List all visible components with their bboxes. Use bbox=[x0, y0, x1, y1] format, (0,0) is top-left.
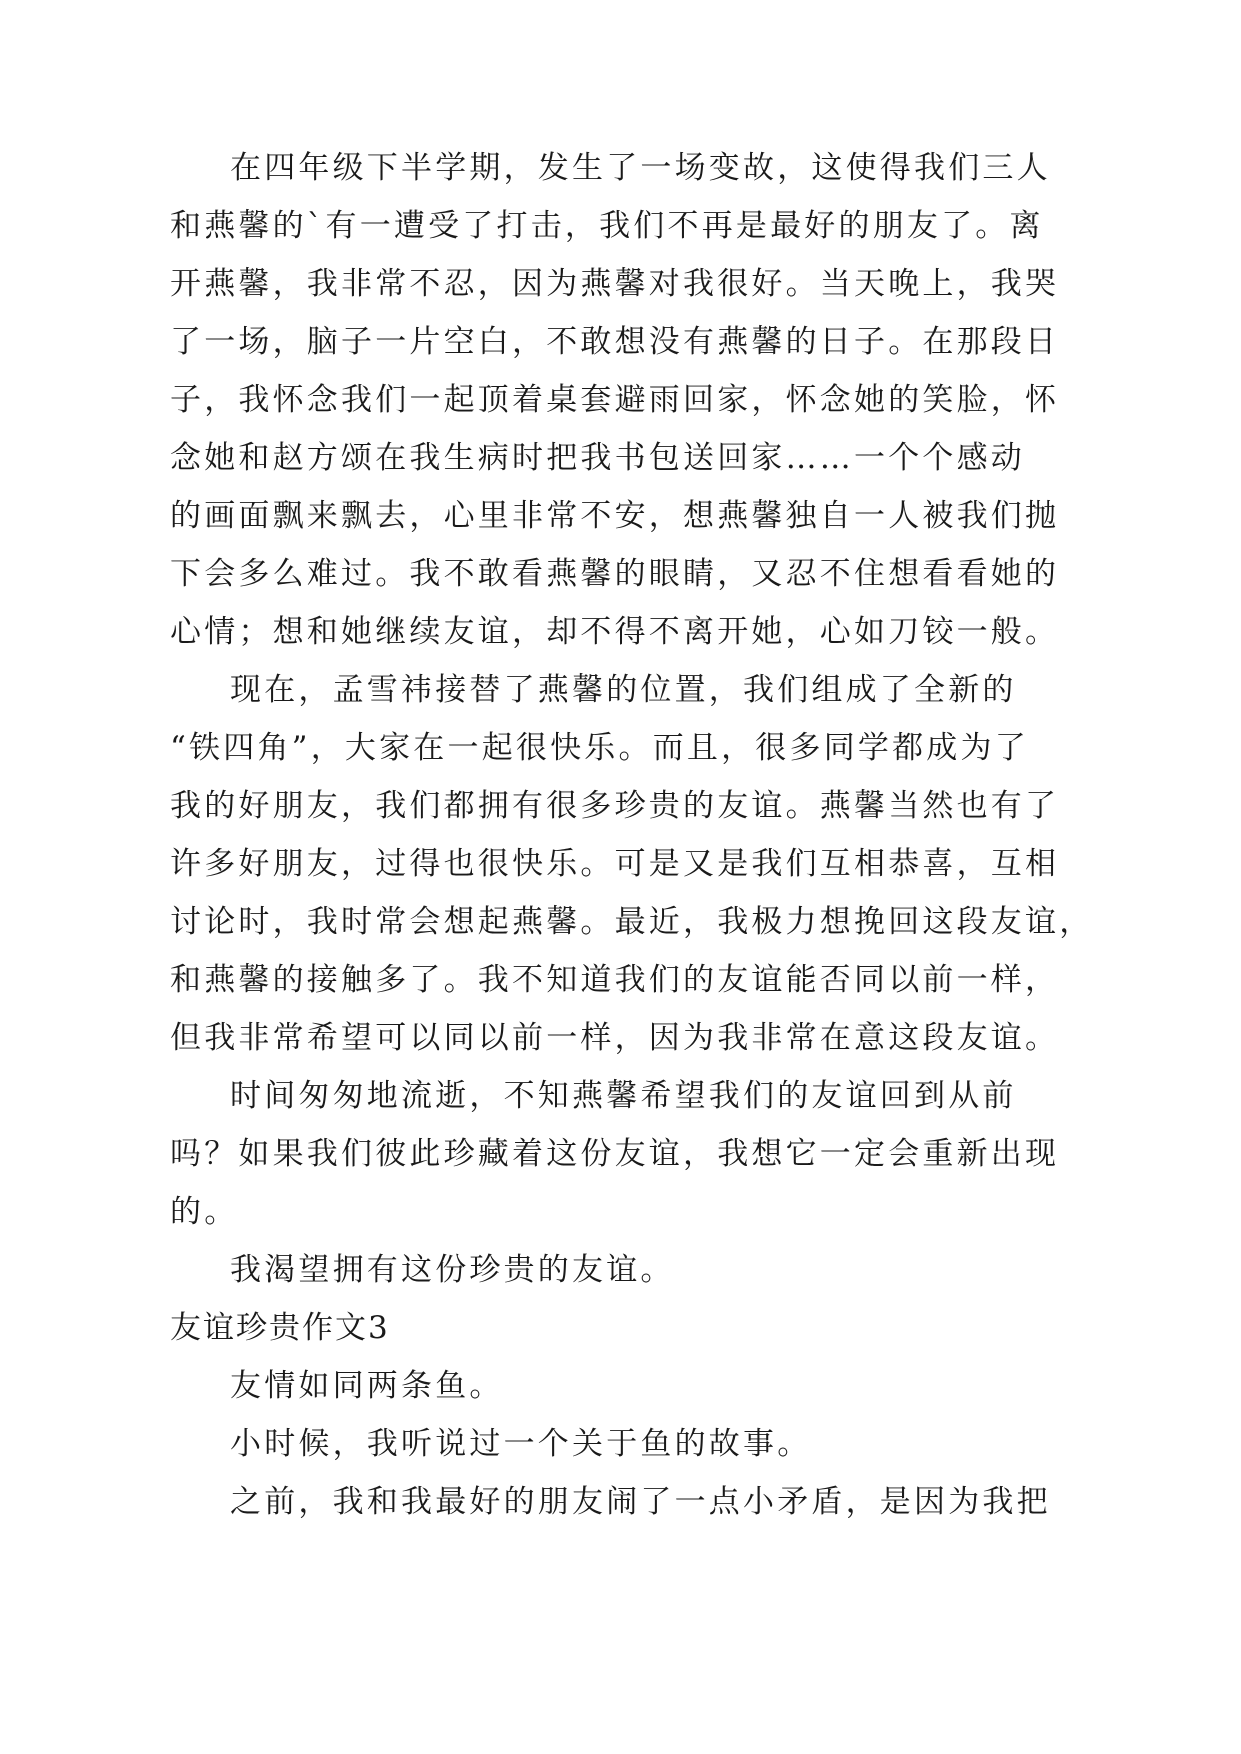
paragraph-line: 时间匆匆地流逝，不知燕馨希望我们的友谊回到从前 bbox=[230, 1078, 1017, 1114]
paragraph-line: 念她和赵方颂在我生病时把我书包送回家……一个个感动 bbox=[170, 440, 1025, 476]
paragraph-line: 下会多么难过。我不敢看燕馨的眼睛，又忍不住想看看她的 bbox=[170, 556, 1060, 592]
paragraph-line: 友情如同两条鱼。 bbox=[230, 1368, 504, 1404]
paragraph-line: 心情；想和她继续友谊，却不得不离开她，心如刀铰一般。 bbox=[170, 614, 1060, 650]
section-heading: 友谊珍贵作文3 bbox=[170, 1310, 390, 1346]
paragraph-line: 现在，孟雪祎接替了燕馨的位置，我们组成了全新的 bbox=[230, 672, 1017, 708]
paragraph-line: 讨论时，我时常会想起燕馨。最近，我极力想挽回这段友谊， bbox=[170, 904, 1094, 940]
paragraph-line: 我渴望拥有这份珍贵的友谊。 bbox=[230, 1252, 675, 1288]
paragraph-line: 但我非常希望可以同以前一样，因为我非常在意这段友谊。 bbox=[170, 1020, 1060, 1056]
paragraph-line: 许多好朋友，过得也很快乐。可是又是我们互相恭喜，互相 bbox=[170, 846, 1060, 882]
paragraph-line: 之前，我和我最好的朋友闹了一点小矛盾，是因为我把 bbox=[230, 1484, 1051, 1520]
paragraph-line: 在四年级下半学期，发生了一场变故，这使得我们三人 bbox=[230, 150, 1051, 186]
paragraph-line: 我的好朋友，我们都拥有很多珍贵的友谊。燕馨当然也有了 bbox=[170, 788, 1060, 824]
paragraph-line: 小时候，我听说过一个关于鱼的故事。 bbox=[230, 1426, 812, 1462]
paragraph-line: 的。 bbox=[170, 1194, 239, 1230]
paragraph-line: 了一场，脑子一片空白，不敢想没有燕馨的日子。在那段日 bbox=[170, 324, 1060, 360]
paragraph-line: “铁四角”，大家在一起很快乐。而且，很多同学都成为了 bbox=[170, 730, 1029, 766]
paragraph-line: 和燕馨的接触多了。我不知道我们的友谊能否同以前一样， bbox=[170, 962, 1060, 998]
paragraph-line: 子，我怀念我们一起顶着桌套避雨回家，怀念她的笑脸，怀 bbox=[170, 382, 1060, 418]
paragraph-line: 的画面飘来飘去，心里非常不安，想燕馨独自一人被我们抛 bbox=[170, 498, 1060, 534]
paragraph-line: 吗？如果我们彼此珍藏着这份友谊，我想它一定会重新出现 bbox=[170, 1136, 1060, 1172]
paragraph-line: 和燕馨的`有一遭受了打击，我们不再是最好的朋友了。离 bbox=[170, 208, 1044, 244]
paragraph-line: 开燕馨，我非常不忍，因为燕馨对我很好。当天晚上，我哭 bbox=[170, 266, 1060, 302]
